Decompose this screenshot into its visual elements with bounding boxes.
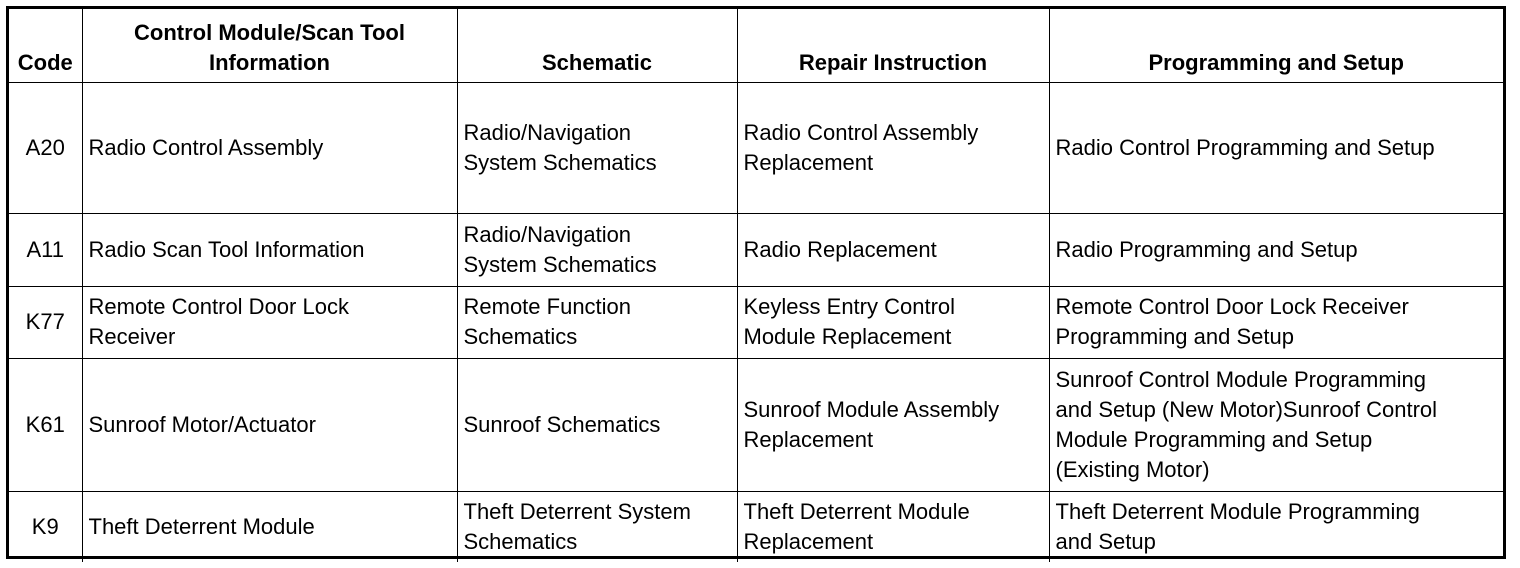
header-control-module-info-line: Control Module/Scan Tool xyxy=(134,19,405,45)
schematic-cell[interactable] xyxy=(457,286,737,358)
programming-line: Theft Deterrent Module Programming xyxy=(1055,498,1420,524)
repair-cell[interactable] xyxy=(737,491,1049,562)
programming-cell[interactable] xyxy=(1049,491,1503,562)
programming-line: Module Programming and Setup xyxy=(1055,426,1373,452)
info-line: Radio Scan Tool Information xyxy=(88,236,365,262)
programming-cell[interactable] xyxy=(1049,213,1503,286)
repair-line: Sunroof Module Assembly xyxy=(743,396,1000,422)
schematic-line: Schematics xyxy=(463,324,578,349)
table-row xyxy=(9,358,1503,491)
programming-line: Remote Control Door Lock Receiver xyxy=(1055,294,1409,319)
info-line: Remote Control Door Lock xyxy=(88,294,349,319)
table-row xyxy=(9,286,1503,358)
repair-cell[interactable] xyxy=(737,358,1049,491)
info-line: Theft Deterrent Module xyxy=(88,513,315,539)
code-cell: A11 xyxy=(9,213,82,286)
component-reference-table-frame xyxy=(6,6,1506,559)
schematic-line: Theft Deterrent System xyxy=(463,498,691,524)
programming-cell[interactable] xyxy=(1049,82,1503,213)
code-cell: K9 xyxy=(9,491,82,562)
repair-line: Radio Replacement xyxy=(743,236,937,262)
schematic-line: System Schematics xyxy=(463,149,657,175)
table-row xyxy=(9,82,1503,213)
header-schematic: Schematic xyxy=(457,9,737,82)
repair-cell[interactable] xyxy=(737,82,1049,213)
schematic-line: Sunroof Schematics xyxy=(463,411,661,437)
schematic-line: Remote Function xyxy=(463,294,632,319)
repair-line: Replacement xyxy=(743,528,874,554)
programming-line: Radio Control Programming and Setup xyxy=(1055,134,1435,160)
code-cell: K61 xyxy=(9,358,82,491)
schematic-cell[interactable] xyxy=(457,213,737,286)
repair-line: Replacement xyxy=(743,426,874,452)
info-cell[interactable] xyxy=(82,213,457,286)
header-control-module-info xyxy=(82,9,457,82)
info-cell xyxy=(82,286,457,358)
table-row xyxy=(9,213,1503,286)
programming-line: and Setup xyxy=(1055,528,1156,554)
info-line: Sunroof Motor/Actuator xyxy=(88,411,316,437)
programming-line: Radio Programming and Setup xyxy=(1055,236,1358,262)
header-programming-setup: Programming and Setup xyxy=(1049,9,1503,82)
programming-line: (Existing Motor) xyxy=(1055,456,1210,482)
info-cell xyxy=(82,358,457,491)
header-control-module-info-line: Information xyxy=(209,49,330,75)
programming-line: Sunroof Control Module Programming xyxy=(1055,366,1427,392)
schematic-line: Radio/Navigation xyxy=(463,221,632,247)
programming-cell[interactable] xyxy=(1049,286,1503,358)
info-line: Radio Control Assembly xyxy=(88,134,324,160)
schematic-line: Schematics xyxy=(463,528,578,554)
header-code: Code xyxy=(9,9,82,82)
header-repair-instruction: Repair Instruction xyxy=(737,9,1049,82)
table-header-row xyxy=(9,9,1503,82)
schematic-line: Radio/Navigation xyxy=(463,119,632,145)
repair-line: Radio Control Assembly xyxy=(743,119,979,145)
schematic-cell[interactable] xyxy=(457,491,737,562)
repair-cell[interactable] xyxy=(737,286,1049,358)
repair-line: Module Replacement xyxy=(743,324,952,349)
info-cell xyxy=(82,82,457,213)
info-line: Receiver xyxy=(88,324,176,349)
programming-line: Programming and Setup xyxy=(1055,324,1294,349)
schematic-cell[interactable] xyxy=(457,82,737,213)
repair-line: Replacement xyxy=(743,149,874,175)
programming-cell[interactable] xyxy=(1049,358,1503,491)
repair-line: Theft Deterrent Module xyxy=(743,498,970,524)
programming-line: and Setup (New Motor)Sunroof Control xyxy=(1055,396,1438,422)
repair-cell[interactable] xyxy=(737,213,1049,286)
schematic-line: System Schematics xyxy=(463,251,657,277)
schematic-cell[interactable] xyxy=(457,358,737,491)
repair-line: Keyless Entry Control xyxy=(743,294,956,319)
table-row xyxy=(9,491,1503,562)
component-reference-table xyxy=(9,9,1503,562)
code-cell: A20 xyxy=(9,82,82,213)
info-cell xyxy=(82,491,457,562)
code-cell: K77 xyxy=(9,286,82,358)
